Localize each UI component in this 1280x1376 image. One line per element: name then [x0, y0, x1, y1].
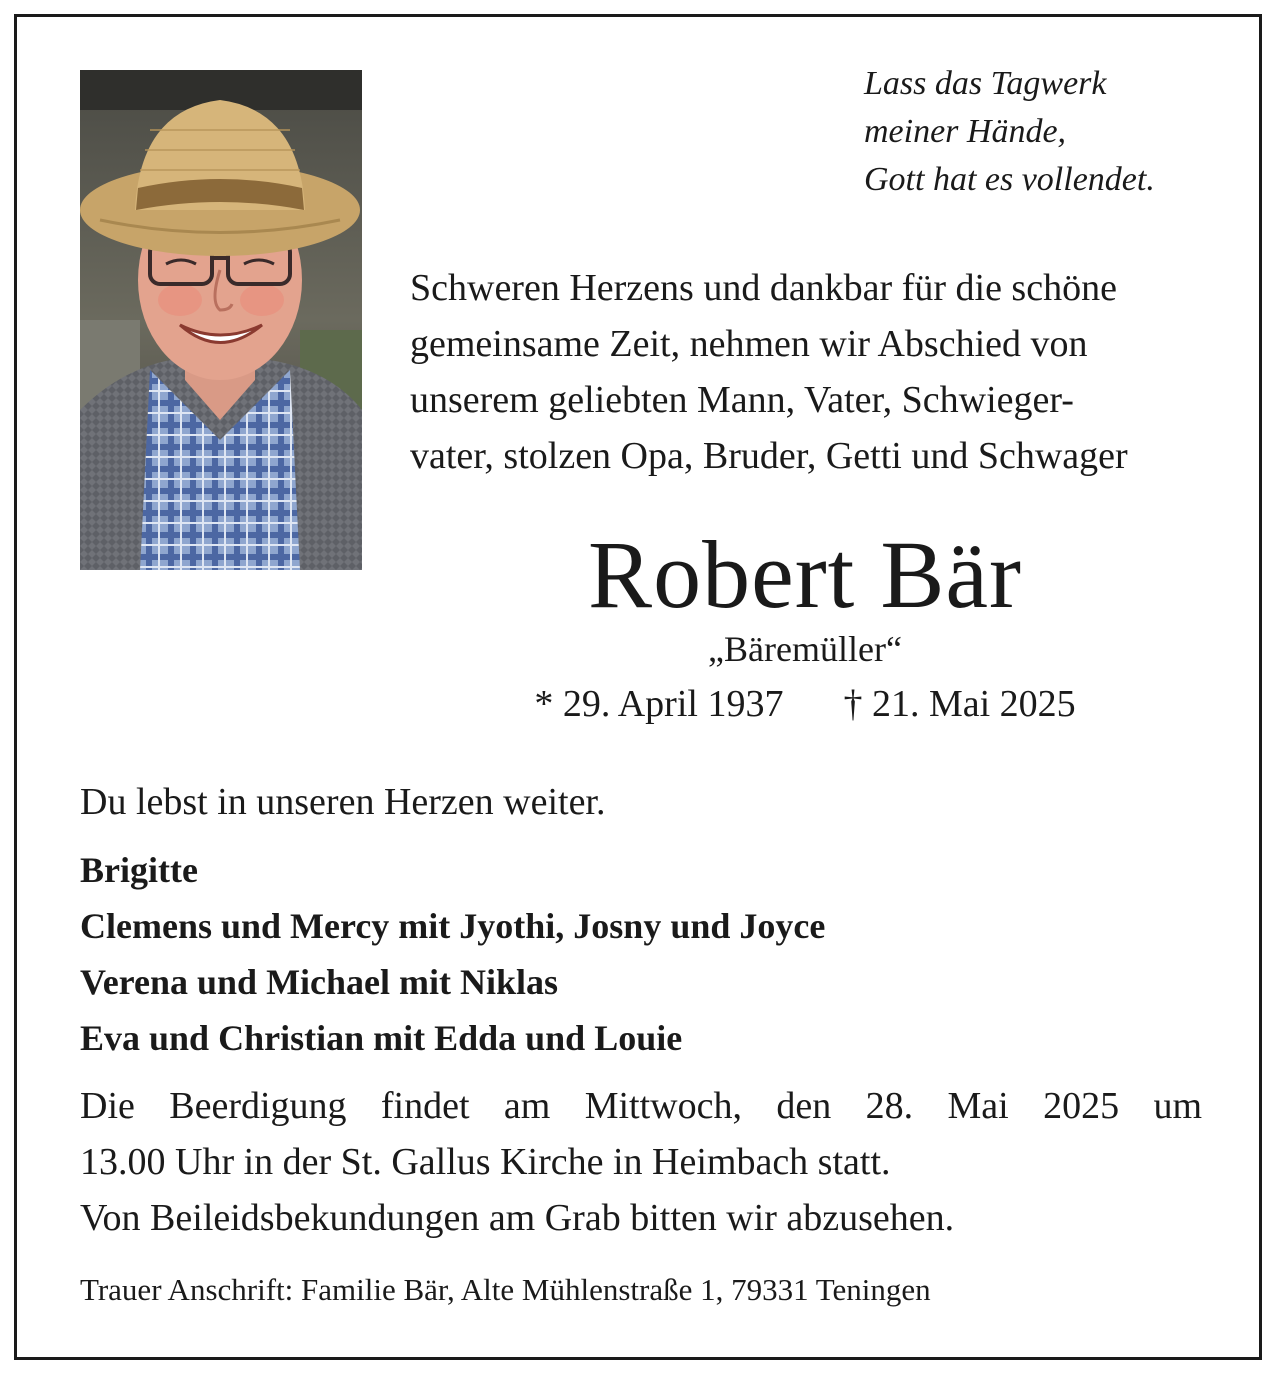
life-dates — [410, 678, 1200, 730]
funeral-line: 13.00 Uhr in der St. Gallus Kirche in Heimbach statt. — [80, 1141, 891, 1183]
funeral-line: Von Beileidsbekundungen am Grab bitten wir abzusehen. — [80, 1197, 955, 1239]
family-member: Clemens und Mercy mit Jyothi, Josny und Joyce — [80, 906, 826, 946]
mourning-address: Trauer Anschrift: Familie Bär, Alte Mühlenstraße 1, 79331 Teningen — [80, 1272, 931, 1307]
verse-line: Lass das Tagwerk — [864, 65, 1107, 102]
family-member: Eva und Christian mit Edda und Louie — [80, 1018, 683, 1058]
birth-date: * 29. April 1937 — [534, 683, 784, 725]
verse-line: meiner Hände, — [864, 113, 1067, 150]
deceased-nickname: „Bäremüller“ — [708, 629, 902, 669]
family-list — [80, 842, 825, 1066]
deceased-name: Robert Bär — [588, 521, 1022, 628]
verse-line: Gott hat es vollendet. — [864, 161, 1155, 198]
death-date: † 21. Mai 2025 — [843, 683, 1076, 725]
family-member: Verena und Michael mit Niklas — [80, 962, 559, 1002]
funeral-info — [80, 1078, 1202, 1246]
verse — [864, 60, 1155, 204]
intro-line: Schweren Herzens und dankbar für die schöne — [410, 267, 1117, 309]
portrait-photo — [80, 70, 362, 570]
farewell-line: Du lebst in unseren Herzen weiter. — [80, 781, 606, 823]
intro-line: gemeinsame Zeit, nehmen wir Abschied von — [410, 323, 1088, 365]
family-member: Brigitte — [80, 850, 198, 890]
funeral-line: Die Beerdigung findet am Mittwoch, den 28. Mai 2025 um — [80, 1085, 1202, 1127]
intro-text — [410, 260, 1210, 484]
intro-line: unserem geliebten Mann, Vater, Schwieger- — [410, 379, 1074, 421]
intro-line: vater, stolzen Opa, Bruder, Getti und Schwager — [410, 435, 1128, 477]
